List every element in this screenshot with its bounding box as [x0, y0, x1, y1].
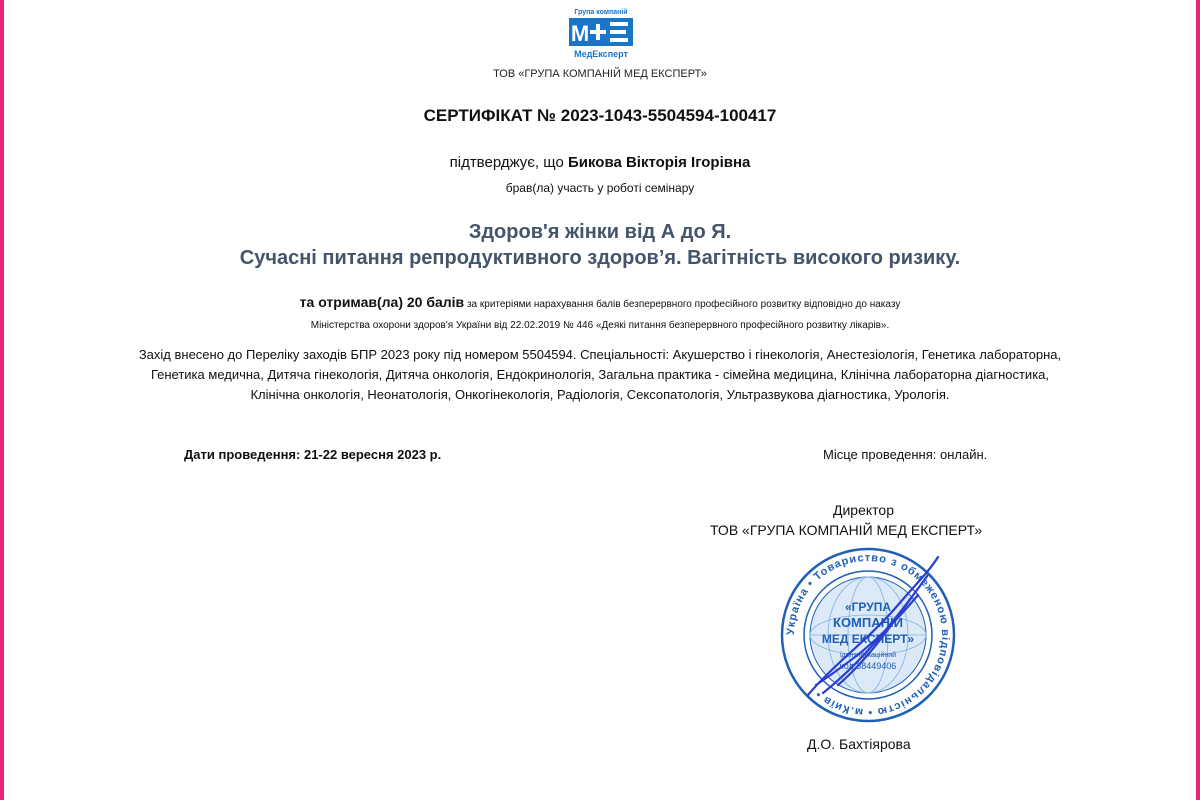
- logo-bottom-text: МедЕксперт: [574, 49, 628, 59]
- seminar-title: [0, 219, 1200, 271]
- svg-text:М: М: [570, 21, 590, 46]
- participation-text: брав(ла) участь у роботі семінару: [505, 181, 695, 195]
- event-line-3: Клінічна онкологія, Неонатологія, Онкогінекологія, Радіологія, Сексопатологія, Ультразвукова діагностика, Урологія.: [250, 387, 950, 402]
- company-stamp: [778, 545, 958, 725]
- seminar-title-line2: Сучасні питання репродуктивного здоров’я. Вагітність високого ризику.: [239, 247, 961, 269]
- stamp-center-3: МЕД ЕКСПЕРТ»: [821, 632, 915, 646]
- event-dates: Дати проведення: 21-22 вересня 2023 р.: [184, 447, 442, 462]
- points-statement: [0, 292, 1200, 336]
- event-registration: [0, 345, 1200, 405]
- seminar-title-line1: Здоров'я жінки від А до Я.: [468, 221, 732, 243]
- medexpert-logo: [566, 6, 636, 62]
- points-awarded: та отримав(ла) 20 балів: [299, 294, 465, 310]
- confirm-prefix: підтверджує, що: [449, 154, 564, 171]
- stamp-center-5: код 38449406: [839, 661, 897, 671]
- director-company: ТОВ «ГРУПА КОМПАНІЙ МЕД ЕКСПЕРТ»: [710, 522, 983, 538]
- event-line-1: Захід внесено до Переліку заходів БПР 2023 року під номером 5504594. Спеціальності: Акушерство і гінекологія, Анестезіологія, Генетика лабораторна,: [138, 347, 1062, 362]
- points-criteria: за критеріями нарахування балів безперервного професійного розвитку відповідно до наказу: [466, 299, 901, 310]
- event-line-2: Генетика медична, Дитяча гінекологія, Дитяча онкологія, Ендокринологія, Загальна практика - сімейна медицина, Клінічна лабораторна діагностика,: [150, 367, 1050, 382]
- confirmation-line: [0, 154, 1200, 171]
- certificate-title: СЕРТИФІКАТ № 2023-1043-5504594-100417: [423, 106, 777, 125]
- logo-top-text: Група компаній: [574, 9, 628, 16]
- stamp-center-1: «ГРУПА: [844, 600, 892, 614]
- recipient-name: Бикова Вікторія Ігорівна: [567, 154, 751, 171]
- issuer-company: ТОВ «ГРУПА КОМПАНІЙ МЕД ЕКСПЕРТ»: [493, 68, 707, 80]
- director-title: Директор: [833, 502, 894, 518]
- stamp-center-2: КОМПАНІЙ: [833, 615, 903, 630]
- stamp-center-4: ідентифікаційний: [839, 652, 897, 659]
- points-order: Міністерства охорони здоров'я України від 22.02.2019 № 446 «Деякі питання безперервного професійного розвитку лікарів».: [310, 320, 890, 331]
- stamp-ring-text: Україна • Товариство з обмеженою відповідальністю • м.Київ •: [784, 551, 952, 719]
- event-place: Місце проведення: онлайн.: [823, 447, 988, 462]
- signatory-name: Д.О. Бахтіярова: [807, 736, 911, 752]
